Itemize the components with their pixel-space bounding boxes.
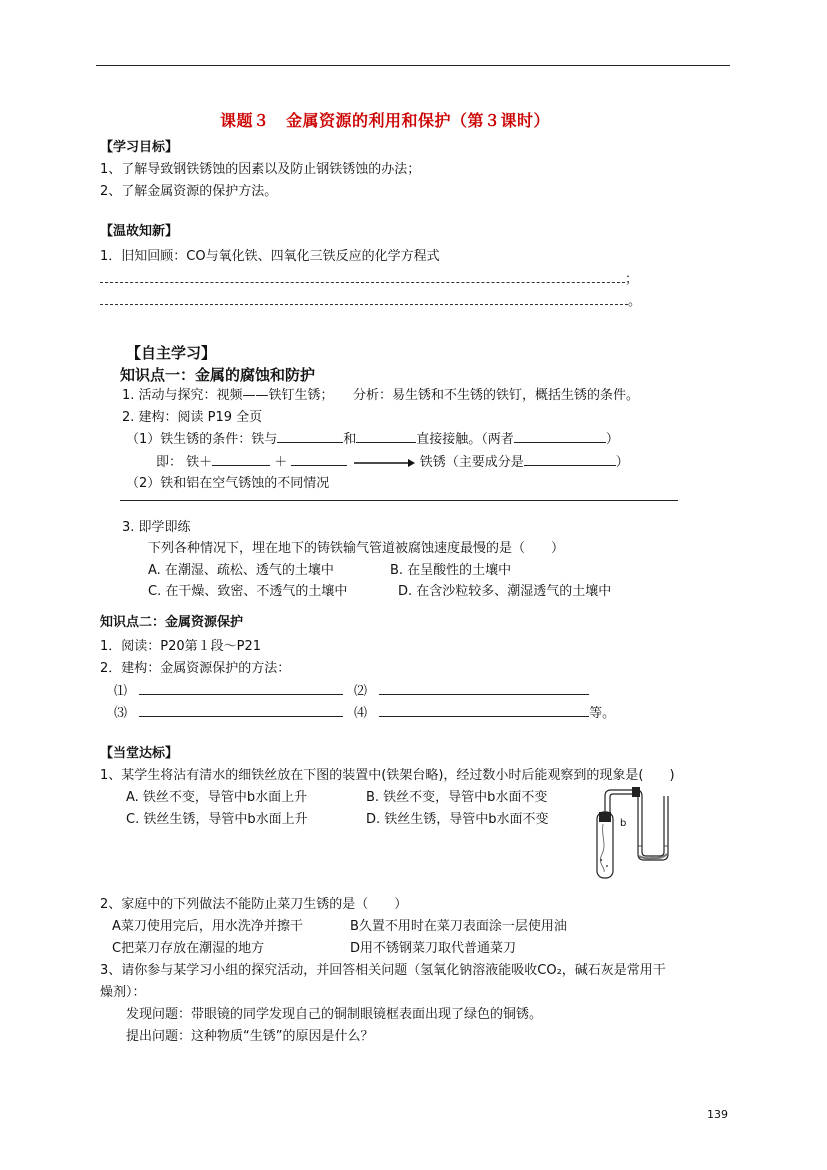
question-text: 燥剂）： <box>100 985 146 1000</box>
num: ⑷ <box>354 706 368 721</box>
text: 即： 铁＋ <box>156 455 213 470</box>
num: ⑶ <box>114 706 128 721</box>
answer-blank-line <box>100 290 641 309</box>
text: 铁锈（主要成分是 <box>419 455 524 470</box>
option-d: D用不锈钢菜刀取代普通菜刀 <box>350 941 517 956</box>
question-text: 2、家庭中的下列做法不能防止菜刀生锈的是（ ） <box>100 897 408 912</box>
blank[interactable] <box>514 430 606 443</box>
text-line: 2．建构：金属资源保护的方法： <box>100 661 291 676</box>
page-number: 139 <box>707 1108 728 1121</box>
rust-equation-line <box>156 451 629 470</box>
rust-condition-line <box>126 428 619 447</box>
text: 和 <box>343 432 357 447</box>
text: 直接接触。（两者 <box>416 432 514 447</box>
option-a: A. 铁丝不变，导管中b水面上升 <box>126 790 308 805</box>
text: ） <box>615 455 629 470</box>
question-text: 3、请你参与某学习小组的探究活动，并回答相关问题（氢氧化钠溶液能吸收CO₂，碱石灰是常用干 <box>100 963 666 978</box>
blank[interactable] <box>139 704 343 717</box>
option-c: C把菜刀存放在潮湿的地方 <box>112 941 265 956</box>
review-header: 【温故知新】 <box>100 224 179 239</box>
num: ⑵ <box>354 684 368 699</box>
blank[interactable] <box>212 453 270 466</box>
class-test-header: 【当堂达标】 <box>100 746 179 761</box>
option-c: C. 在干燥、致密、不透气的土壤中 <box>148 584 348 599</box>
kp2-title: 知识点二：金属资源保护 <box>100 615 244 630</box>
text: （1）铁生锈的条件：铁与 <box>126 432 278 447</box>
self-study-header: 【自主学习】 <box>126 344 217 362</box>
question-text: 1、某学生将沾有清水的细铁丝放在下图的装置中(铁架台略)，经过数小时后能观察到的现象是( ) <box>100 768 675 783</box>
option-d: D. 在含沙粒较多、潮湿透气的土壤中 <box>398 584 612 599</box>
page-title: 课题３ 金属资源的利用和保护（第３课时） <box>220 111 551 130</box>
method-item <box>354 680 589 699</box>
answer-rule[interactable] <box>120 500 678 501</box>
blank[interactable] <box>379 682 589 695</box>
answer-blank-line <box>100 268 638 287</box>
review-question: 1．旧知回顾：CO与氧化铁、四氧化三铁反应的化学方程式 <box>100 249 440 264</box>
option-c: C. 铁丝生锈，导管中b水面上升 <box>126 812 308 827</box>
blank[interactable] <box>524 453 616 466</box>
text-line: 1. 活动与探究：视频——铁钉生锈； 分析：易生锈和不生锈的铁钉，概括生锈的条件。 <box>122 388 640 403</box>
method-item <box>354 702 615 721</box>
text-line: （2）铁和铝在空气锈蚀的不同情况 <box>126 476 330 491</box>
blank[interactable] <box>356 430 416 443</box>
option-a: A菜刀使用完后，用水洗净并擦干 <box>112 919 303 934</box>
option-b: B. 铁丝不变，导管中b水面不变 <box>366 790 548 805</box>
punct: ； <box>625 272 639 287</box>
option-d: D. 铁丝生锈，导管中b水面不变 <box>366 812 549 827</box>
punct: 。 <box>628 294 642 309</box>
header-rule <box>96 65 730 66</box>
text-line: 发现问题：带眼镜的同学发现自己的铜制眼镜框表面出现了绿色的铜锈。 <box>126 1007 543 1022</box>
text-line: 2. 建构：阅读 P19 全页 <box>122 410 263 425</box>
text: ＋ <box>274 455 288 470</box>
text: ） <box>605 432 619 447</box>
option-b: B久置不用时在菜刀表面涂一层使用油 <box>350 919 567 934</box>
goal-item: 1、了解导致钢铁锈蚀的因素以及防止钢铁锈蚀的办法； <box>100 162 421 177</box>
apparatus-figure <box>588 782 676 882</box>
kp1-title: 知识点一：金属的腐蚀和防护 <box>120 366 316 384</box>
method-item <box>114 680 343 699</box>
blank[interactable] <box>291 453 347 466</box>
figure-label: b <box>620 818 627 829</box>
text-line: 提出问题：这种物质“生锈”的原因是什么？ <box>126 1029 374 1044</box>
text-line: 1．阅读：P20第１段～P21 <box>100 639 262 654</box>
goal-item: 2、了解金属资源的保护方法。 <box>100 184 278 199</box>
text-line: 3. 即学即练 <box>122 520 191 535</box>
goals-header: 【学习目标】 <box>100 140 179 155</box>
question-text: 下列各种情况下，埋在地下的铸铁输气管道被腐蚀速度最慢的是（ ） <box>148 541 565 556</box>
option-a: A. 在潮湿、疏松、透气的土壤中 <box>148 563 334 578</box>
arrow-icon <box>352 458 416 468</box>
dashed-blank[interactable] <box>100 270 625 283</box>
blank[interactable] <box>379 704 589 717</box>
dashed-blank[interactable] <box>100 292 628 305</box>
blank[interactable] <box>139 682 343 695</box>
blank[interactable] <box>277 430 343 443</box>
option-b: B. 在呈酸性的土壤中 <box>390 563 512 578</box>
num: ⑴ <box>114 684 128 699</box>
text: 等。 <box>589 706 616 721</box>
method-item <box>114 702 343 721</box>
